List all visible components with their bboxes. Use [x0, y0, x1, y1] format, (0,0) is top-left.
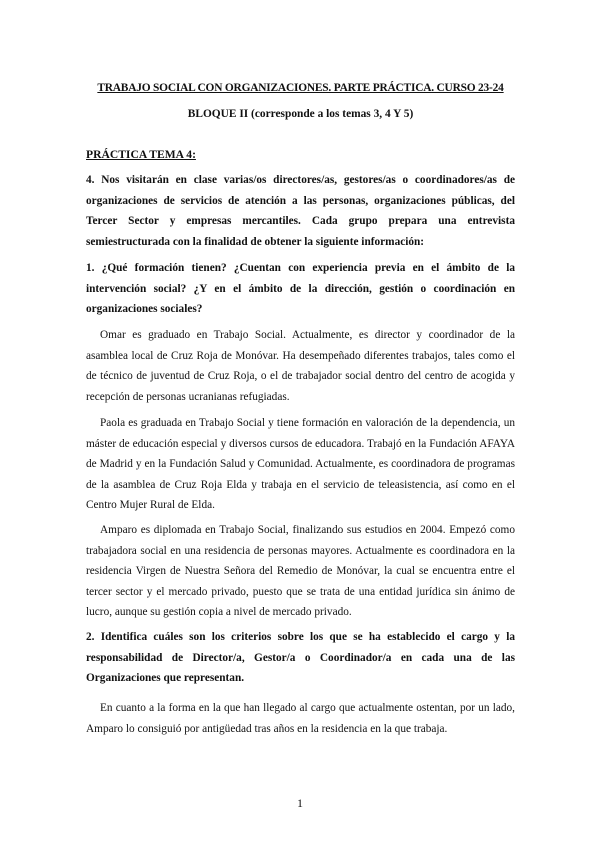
section-heading: PRÁCTICA TEMA 4: [86, 148, 196, 161]
intro-paragraph: 4. Nos visitarán en clase varias/os directores/as, gestores/as o coordinadores/as de organizaciones de servicios de atención a las personas, organizaciones públicas, del Tercer Sector y empresas mercantiles. Cada grupo prepara una entrevista semiestructurada con la finalidad de obtener la siguiente información: [86, 174, 515, 248]
question-1: 1. ¿Qué formación tienen? ¿Cuentan con experiencia previa en el ámbito de la intervención social? ¿Y en el ámbito de la dirección, gestión o coordinación en organizaciones sociales? [86, 262, 515, 315]
answer-paola: Paola es graduada en Trabajo Social y tiene formación en valoración de la dependencia, un máster de educación especial y diversos cursos de educadora. Trabajó en la Fundación AFAYA de Madrid y en la Fundación Salud y Comunidad. Actualmente, es coordinadora de programas de la asamblea de Cruz Roja Elda y trabaja en el servicio de teleasistencia, así como en el Centro Mujer Rural de Elda. [86, 417, 515, 511]
answer-omar: Omar es graduado en Trabajo Social. Actualmente, es director y coordinador de la asamblea local de Cruz Roja de Monóvar. Ha desempeñado diferentes trabajos, tales como el de técnico de juventud de Cruz Roja, o el de trabajador social dentro del centro de acogida y recepción de personas ucranianas refugiadas. [86, 329, 515, 403]
page-number: 1 [297, 796, 303, 810]
document-subtitle: BLOQUE II (corresponde a los temas 3, 4 Y 5) [187, 108, 414, 120]
question-2: 2. Identifica cuáles son los criterios sobre los que se ha establecido el cargo y la responsabilidad de Director/a, Gestor/a o Coordinador/a en cada una de las Organizaciones que representan. [86, 631, 515, 684]
answer-question-2: En cuanto a la forma en la que han llegado al cargo que actualmente ostentan, por un lado, Amparo lo consiguió por antigüedad tras años en la residencia en la que trabaja. [86, 702, 515, 735]
document-title: TRABAJO SOCIAL CON ORGANIZACIONES. PARTE PRÁCTICA. CURSO 23-24 [97, 82, 504, 94]
answer-amparo: Amparo es diplomada en Trabajo Social, finalizando sus estudios en 2004. Empezó como trabajadora social en una residencia de personas mayores. Actualmente es coordinadora en la residencia Virgen de Nuestra Señora del Remedio de Monóvar, la cual se encuentra entre el tercer sector y el mercado privado, puesto que se trata de una entidad jurídica sin ánimo de lucro, aunque su gestión copia a nivel de mercado privado. [86, 524, 515, 618]
